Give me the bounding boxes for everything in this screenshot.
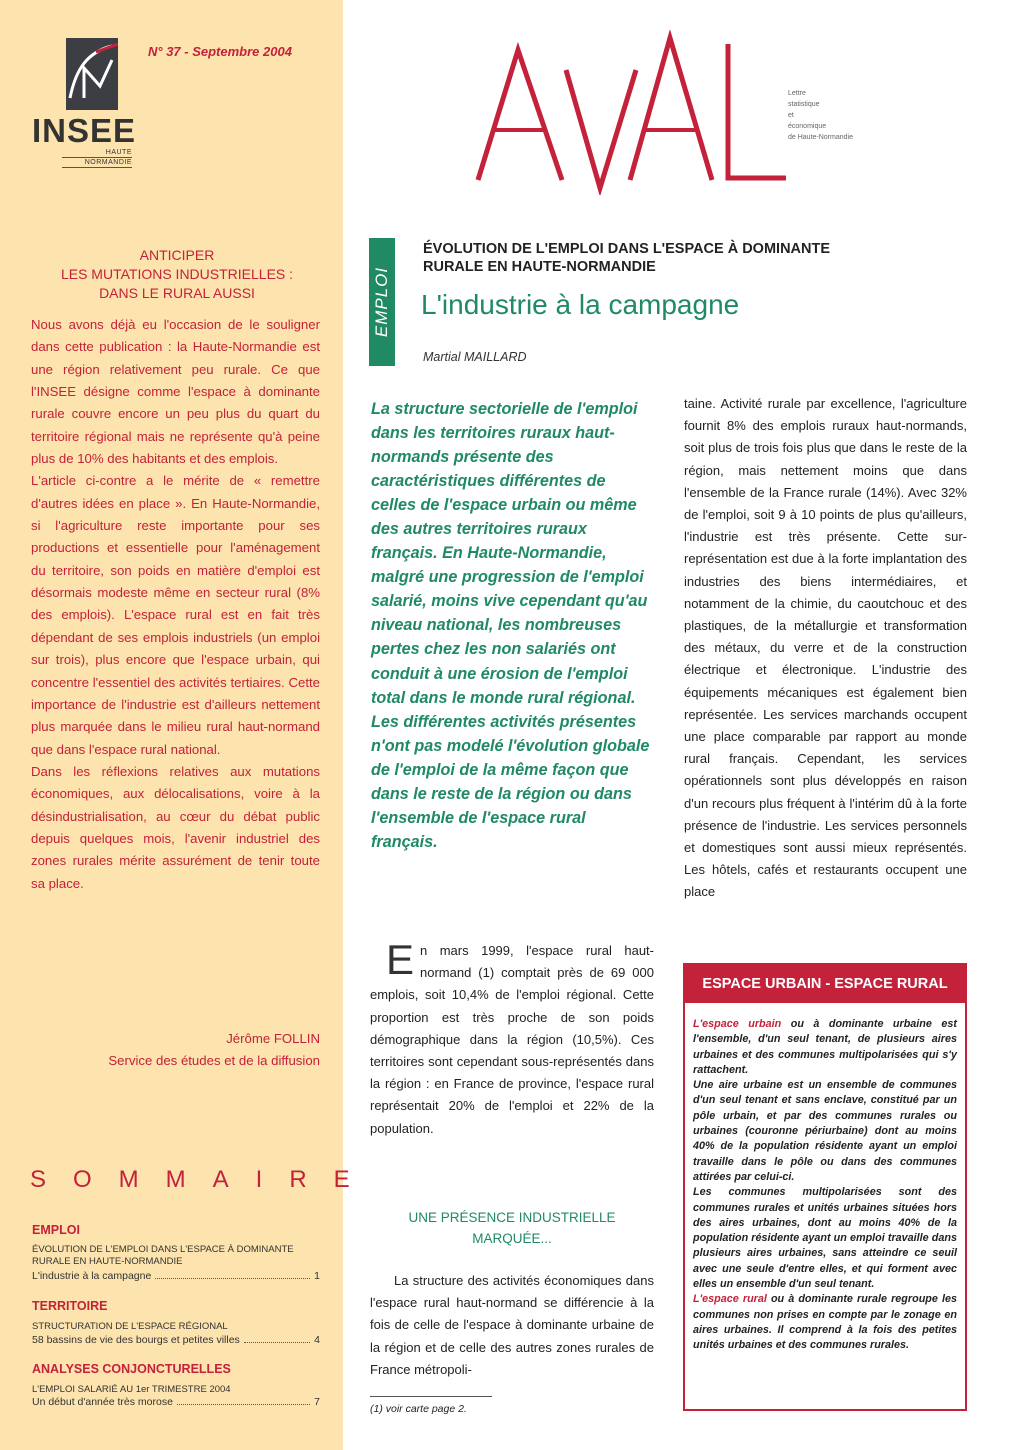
- sommaire-page: 7: [314, 1396, 320, 1408]
- definition-box: [683, 963, 967, 1411]
- sommaire-subtitle: RURALE EN HAUTE-NORMANDIE: [32, 1256, 183, 1267]
- sommaire-subtitle: ÉVOLUTION DE L'EMPLOI DANS L'ESPACE À DOMINANTE: [32, 1244, 294, 1255]
- sommaire-subtitle: L'EMPLOI SALARIÉ AU 1er TRIMESTRE 2004: [32, 1384, 231, 1395]
- insee-logo-icon: [66, 38, 118, 110]
- insee-wordmark: INSEE: [32, 112, 137, 149]
- rubric-tab: EMPLOI: [369, 238, 395, 366]
- article-paragraph-2: La structure des activités économiques dans l'espace rural haut-normand se différencie à la fois de celle de l'espace à dominante urbaine de la région et de celle des autres zones rurales de France métropoli-: [370, 1273, 654, 1377]
- article-kicker: ÉVOLUTION DE L'EMPLOI DANS L'ESPACE À DOMINANTE RURALE EN HAUTE-NORMANDIE: [423, 241, 831, 275]
- definition-box-heading: ESPACE URBAIN - ESPACE RURAL: [685, 965, 965, 1003]
- definition-box-body: L'espace urbain ou à dominante urbaine est l'ensemble, d'un seul tenant, de plusieurs aires urbaines et des communes multipolarisées qui s'y rattachent. Une aire urbaine est un ensemble de communes d'un seul tenant et sans enclave, constitué par un pôle urbain, et par des communes rurales ou urbaines (couronne périurbaine) dont au moins 40% de la population résidente ayant un emploi travaille dans le pôle ou dans des communes attirées par celui-ci. Les communes multipolarisées sont des communes rurales et unités urbaines situées hors des aires urbaines, dont au moins 40% de la population résidente ayant un emploi travaille dans plusieurs aires urbaines, sans atteindre ce seuil avec une seule d'entre elles, et qui forment avec elles un ensemble d'un seul tenant. L'espace rural ou à dominante rurale regroupe les communes non prises en compte par le zonage en aires urbaines. Il comprend à la fois des petites unités urbaines et des communes rurales.: [693, 1018, 957, 1352]
- sommaire-entry-3[interactable]: Un début d'année très morose 7: [32, 1396, 320, 1408]
- edito-signature-name: Jérôme FOLLIN: [226, 1031, 320, 1046]
- article-author: Martial MAILLARD: [423, 350, 527, 364]
- edito-signature-role: Service des études et de la diffusion: [108, 1053, 320, 1068]
- footnote-divider: [370, 1396, 492, 1397]
- section-title: UNE PRÉSENCE INDUSTRIELLE MARQUÉE...: [408, 1210, 616, 1246]
- sidebar: [0, 0, 377, 1450]
- insee-region: HAUTE NORMANDIE: [62, 148, 132, 168]
- sommaire-section-analyses[interactable]: ANALYSES CONJONCTURELLES: [32, 1362, 231, 1376]
- sommaire-subtitle: STRUCTURATION DE L'ESPACE RÉGIONAL: [32, 1321, 228, 1332]
- sommaire-heading: SOMMAIRE: [30, 1166, 377, 1193]
- sommaire-page: 4: [314, 1334, 320, 1346]
- article-paragraph-1: En mars 1999, l'espace rural haut-normand (1) comptait près de 69 000 emplois, soit 10,4% de l'emploi régional. Cette proportion est très proche de son poids démographique dans la région (10,5%). Ces territoires sont cependant sous-représentés dans la région : en France de province, l'espace rural représentait 20% de l'emploi et 22% de la population.: [370, 936, 654, 1136]
- edito-paragraph: Nous avons déjà eu l'occasion de le souligner dans cette publication : la Haute-Normandie est une région relativement peu rurale. Ce que l'INSEE désigne comme l'espace à dominante rurale couvre encore un peu plus du quart du territoire régional mais ne représente qu'à peine plus de 10% des habitants et des emplois.: [31, 317, 320, 467]
- sommaire-section-territoire[interactable]: TERRITOIRE: [32, 1299, 108, 1313]
- edito-paragraph: L'article ci-contre a le mérite de « remettre d'autres idées en place ». En Haute-Normandie, si l'agriculture reste importante pour ses productions et essentielle pour l'aménagement du territoire, son poids en matière d'emploi est désormais modeste même en secteur rural (8% des emplois). L'espace rural est en fait très dépendant de ses emplois industriels (un emploi sur trois), plus encore que l'espace urbain, qui concentre l'essentiel des activités tertiaires. Cette importance de l'industrie est d'ailleurs nettement plus marquée dans le milieu rural haut-normand que dans l'espace rural national.: [31, 473, 320, 757]
- article-lead: La structure sectorielle de l'emploi dans les territoires ruraux haut-normands présente des caractéristiques différentes de celles de l'espace urbain ou même des autres territoires ruraux français. En Haute-Normandie, malgré une progression de l'emploi salarié, moins vive cependant qu'au niveau national, les nombreuses pertes chez les non salariés ont conduit à une érosion de l'emploi total dans le monde rural régional. Les différentes activités présentes n'ont pas modelé l'évolution globale de l'emploi de la même façon que dans le reste de la région ou dans l'ensemble de l'espace rural français.: [371, 400, 650, 851]
- issue-number: N° 37 - Septembre 2004: [148, 44, 292, 59]
- sommaire-entry-2[interactable]: 58 bassins de vie des bourgs et petites villes 4: [32, 1334, 320, 1346]
- masthead-tagline: Lettre statistique et économique de Haute-Normandie: [788, 90, 853, 141]
- footnote: (1) voir carte page 2.: [370, 1403, 467, 1415]
- edito-paragraph: Dans les réflexions relatives aux mutations économiques, aux délocalisations, voire à la désindustrialisation, au cœur du débat public depuis quelques mois, l'avenir industriel des zones rurales mérite assurément de tenir toute sa place.: [31, 763, 320, 891]
- aval-masthead-logo: [470, 30, 790, 195]
- sommaire-section-emploi[interactable]: EMPLOI: [32, 1223, 80, 1237]
- article-paragraph-3: taine. Activité rurale par excellence, l'agriculture fournit 8% des emplois ruraux haut-normands, soit plus de trois fois plus que dans le reste de la région, mais nettement moins que dans l'ensemble de la France rurale (14%). Avec 32% de l'emploi, soit 9 à 10 points de plus qu'ailleurs, l'industrie est très présente. Cette sur-représentation est due à la forte implantation des industries des biens intermédiaires, et notamment de la chimie, du caoutchouc et des plastiques, de la métallurgie et transformation des métaux, du verre et de la construction électrique et électronique. L'industrie des équipements mécaniques est également bien représentée. Les services marchands occupent une place comparable par rapport au monde rural français. Cependant, les services opérationnels sont plus développés en raison d'un recours plus fréquent à l'intérim dû à la forte présence de l'industrie. Les services personnels et domestiques sont aussi mieux représentés. Les hôtels, cafés et restaurants occupent une place: [684, 396, 967, 900]
- article-title: L'industrie à la campagne: [421, 289, 740, 320]
- sommaire-page: 1: [314, 1270, 320, 1282]
- sommaire-entry-1[interactable]: L'industrie à la campagne 1: [32, 1270, 320, 1282]
- edito-title: ANTICIPER LES MUTATIONS INDUSTRIELLES : DANS LE RURAL AUSSI: [60, 247, 294, 301]
- drop-cap: E: [386, 936, 415, 983]
- edito-body: [31, 314, 320, 895]
